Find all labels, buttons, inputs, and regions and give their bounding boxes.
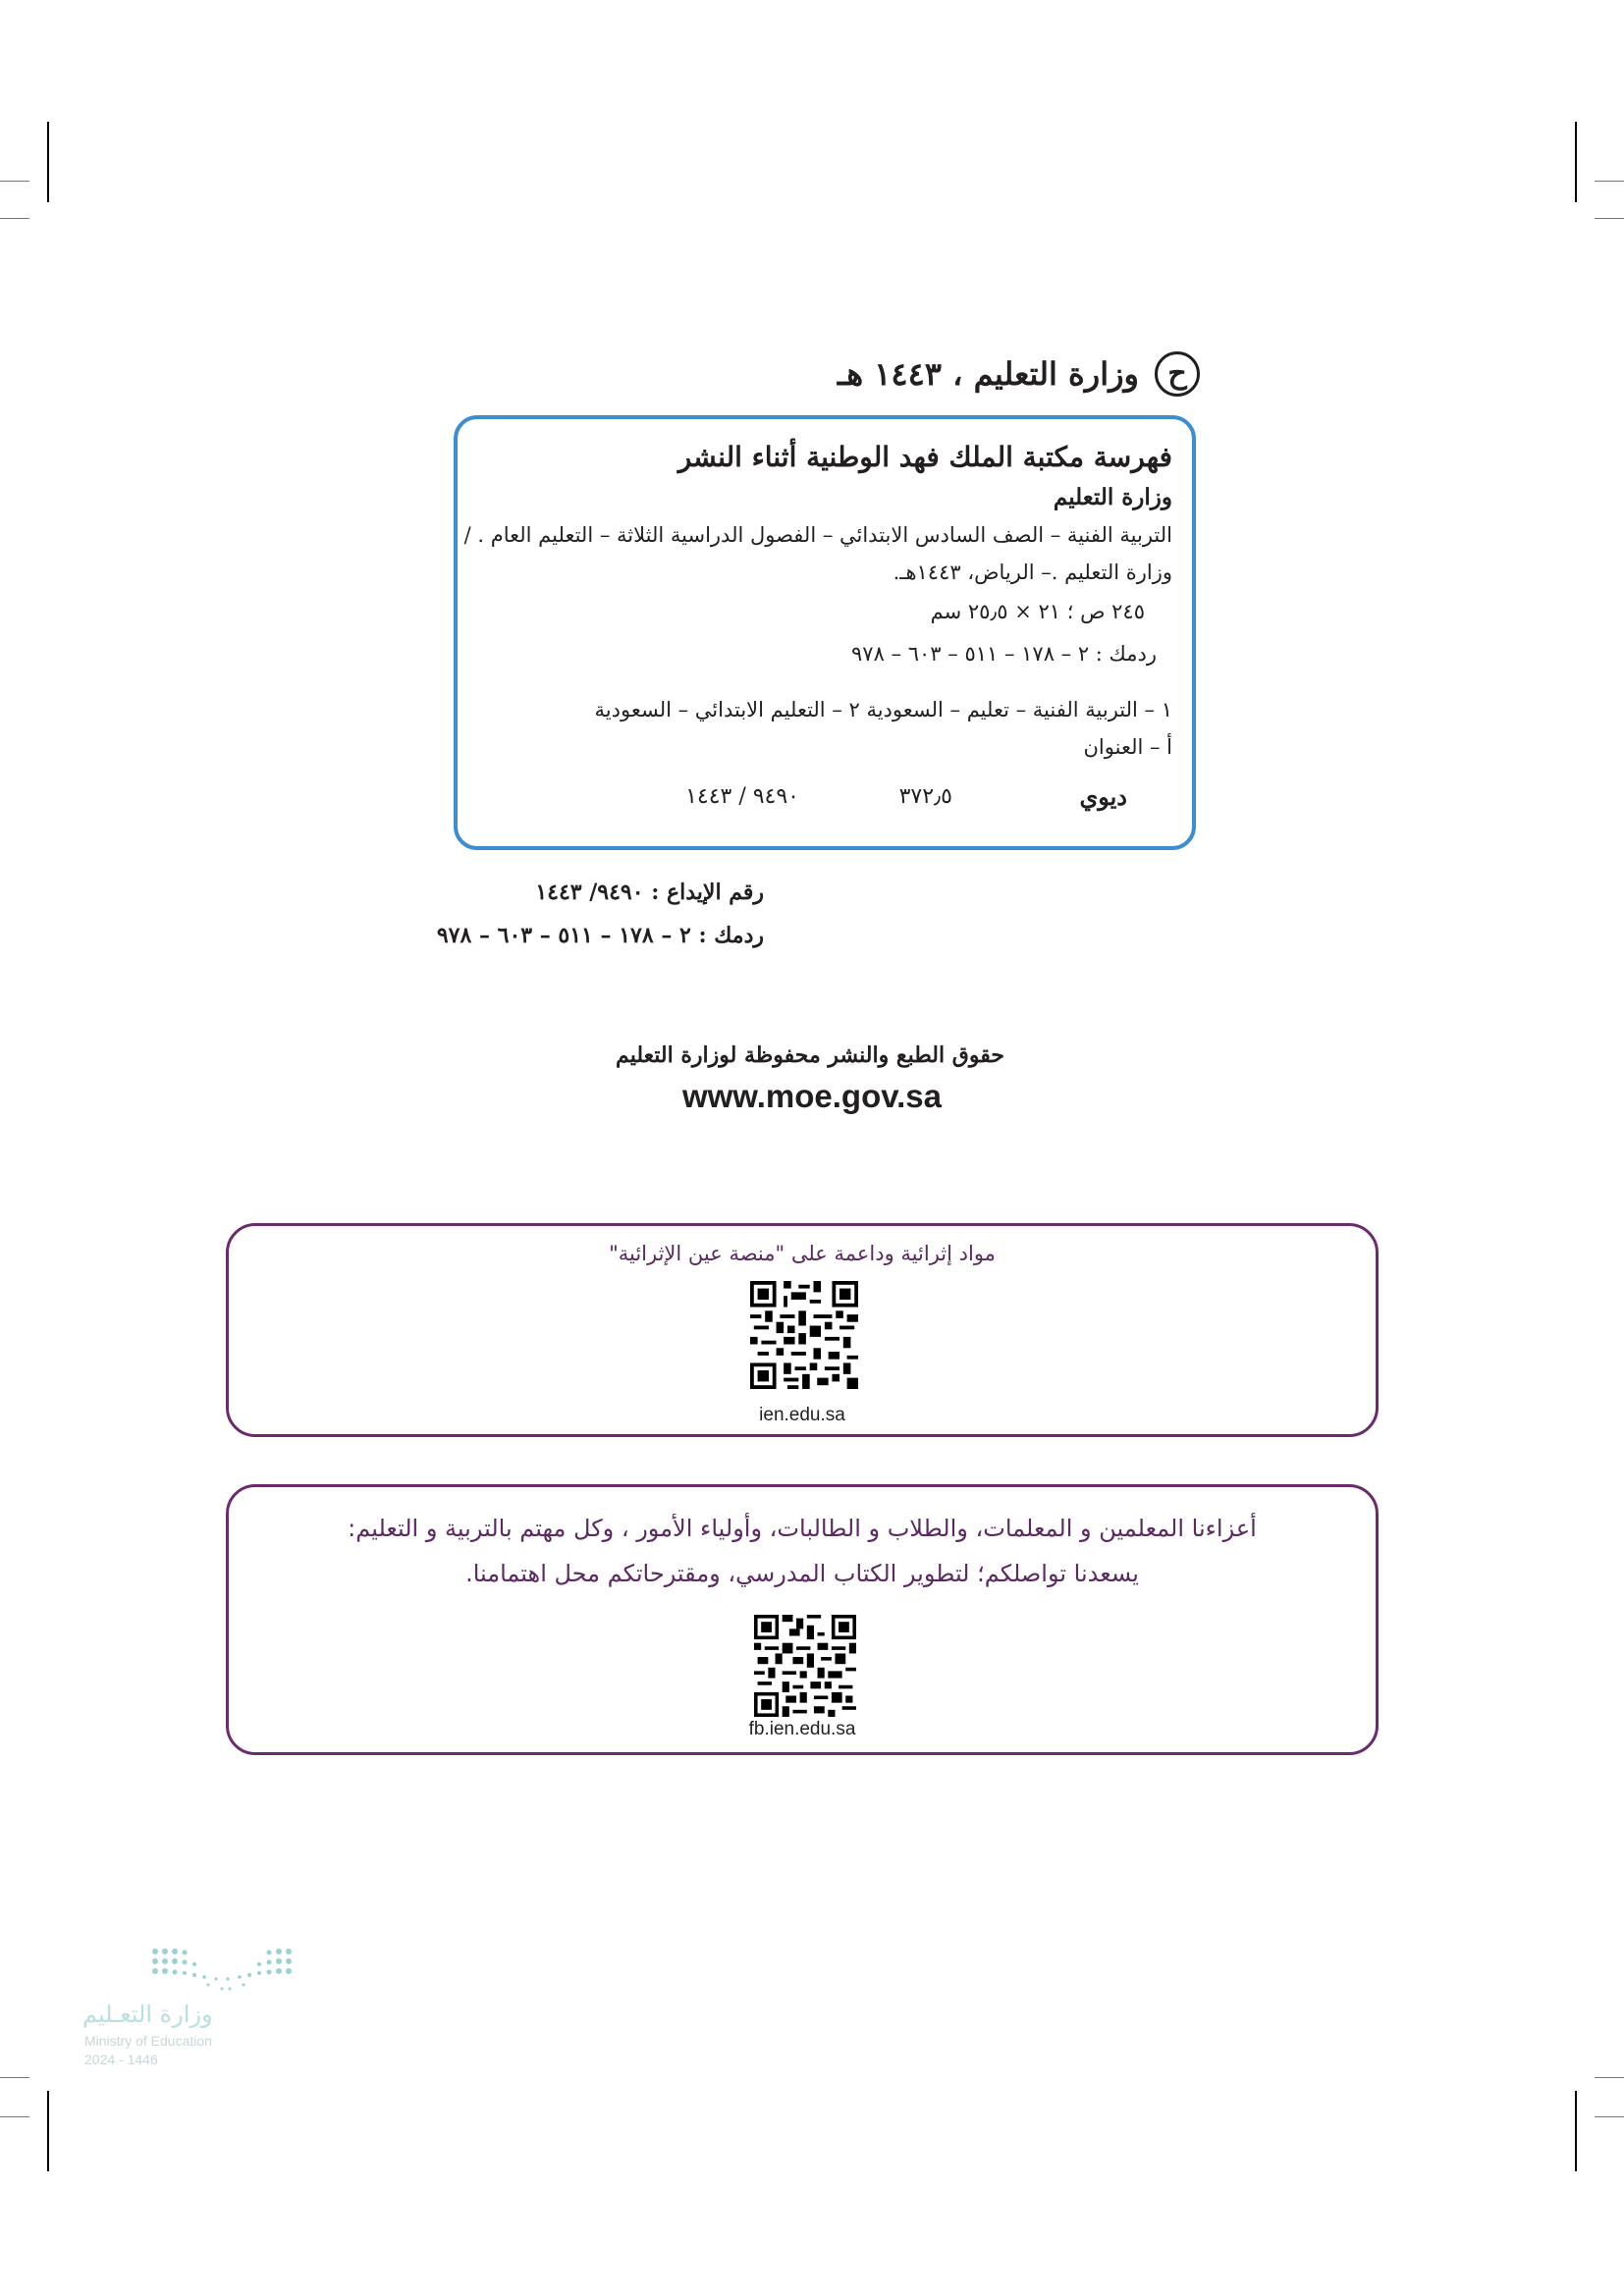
ministry-name-arabic: وزارة التعـليم bbox=[82, 2001, 213, 2028]
crop-mark bbox=[0, 2116, 29, 2117]
cataloging-author: وزارة التعليم bbox=[1053, 484, 1172, 510]
crop-mark bbox=[1595, 2077, 1624, 2078]
website-link[interactable]: www.moe.gov.sa bbox=[681, 1078, 943, 1114]
isbn-number: ردمك : ٢ – ١٧٨ – ٥١١ – ٦٠٣ – ٩٧٨ bbox=[436, 923, 764, 948]
cataloging-line: ١ – التربية الفنية – تعليم – السعودية ٢ – التعليم الابتدائي – السعودية bbox=[594, 698, 1172, 721]
enrichment-box bbox=[226, 1223, 1379, 1437]
copyright-symbol: ح bbox=[1155, 351, 1200, 397]
ministry-logo bbox=[82, 1944, 318, 2071]
feedback-line-2: يسعدنا تواصلكم؛ لتطوير الكتاب المدرسي، ومقترحاتكم محل اهتمامنا. bbox=[465, 1560, 1139, 1587]
qr-code-icon[interactable] bbox=[754, 1615, 856, 1717]
deposit-number: رقم الإيداع : ٩٤٩٠/ ١٤٤٣ bbox=[535, 880, 764, 905]
ministry-name-english: Ministry of Education bbox=[84, 2033, 212, 2049]
copyright-line bbox=[838, 351, 1200, 397]
crop-mark bbox=[0, 2077, 29, 2078]
dewey-number: ٣٧٢٫٥ bbox=[898, 784, 952, 809]
crop-mark bbox=[1575, 2091, 1577, 2171]
cataloging-line: التربية الفنية – الصف السادس الابتدائي – الفصول الدراسية الثلاثة – التعليم العام . / bbox=[463, 523, 1172, 547]
enrichment-text: مواد إثرائية وداعمة على "منصة عين الإثرائية" bbox=[609, 1242, 996, 1265]
rights-statement bbox=[0, 1042, 1624, 1068]
enrichment-url[interactable]: ien.edu.sa bbox=[759, 1405, 845, 1425]
rights-text: حقوق الطبع والنشر محفوظة لوزارة التعليم bbox=[616, 1042, 1004, 1068]
crop-mark bbox=[0, 181, 29, 182]
cataloging-line: وزارة التعليم .– الرياض، ١٤٤٣هـ. bbox=[893, 561, 1172, 584]
ministry-dots-icon bbox=[147, 1944, 383, 2002]
cataloging-line: ٢٤٥ ص ؛ ٢١ × ٢٥٫٥ سم bbox=[930, 600, 1145, 623]
crop-mark bbox=[1575, 122, 1577, 202]
cataloging-line: أ – العنوان bbox=[1083, 735, 1172, 759]
cataloging-title: فهرسة مكتبة الملك فهد الوطنية أثناء النشر bbox=[677, 441, 1172, 473]
crop-mark bbox=[0, 218, 29, 219]
cataloging-line: ردمك : ٢ – ١٧٨ – ٥١١ – ٦٠٣ – ٩٧٨ bbox=[851, 642, 1157, 666]
crop-mark bbox=[47, 122, 49, 202]
crop-mark bbox=[47, 2091, 49, 2171]
crop-mark bbox=[1595, 2116, 1624, 2117]
copyright-text: وزارة التعليم ، ١٤٤٣ هـ bbox=[837, 355, 1139, 393]
deposit-number-in-box: ٩٤٩٠ / ١٤٤٣ bbox=[685, 784, 799, 809]
feedback-url[interactable]: fb.ien.edu.sa bbox=[748, 1719, 856, 1739]
crop-mark bbox=[1595, 218, 1624, 219]
qr-code-icon[interactable] bbox=[750, 1281, 858, 1389]
feedback-line-1: أعزاءنا المعلمين و المعلمات، والطلاب و الطالبات، وأولياء الأمور ، وكل مهتم بالتربية و التعليم: bbox=[348, 1515, 1257, 1542]
feedback-box bbox=[226, 1484, 1379, 1755]
dewey-label: ديوي bbox=[1079, 782, 1127, 811]
cataloging-box bbox=[454, 415, 1196, 850]
crop-mark bbox=[1595, 181, 1624, 182]
ministry-year: 2024 - 1446 bbox=[84, 2052, 158, 2067]
